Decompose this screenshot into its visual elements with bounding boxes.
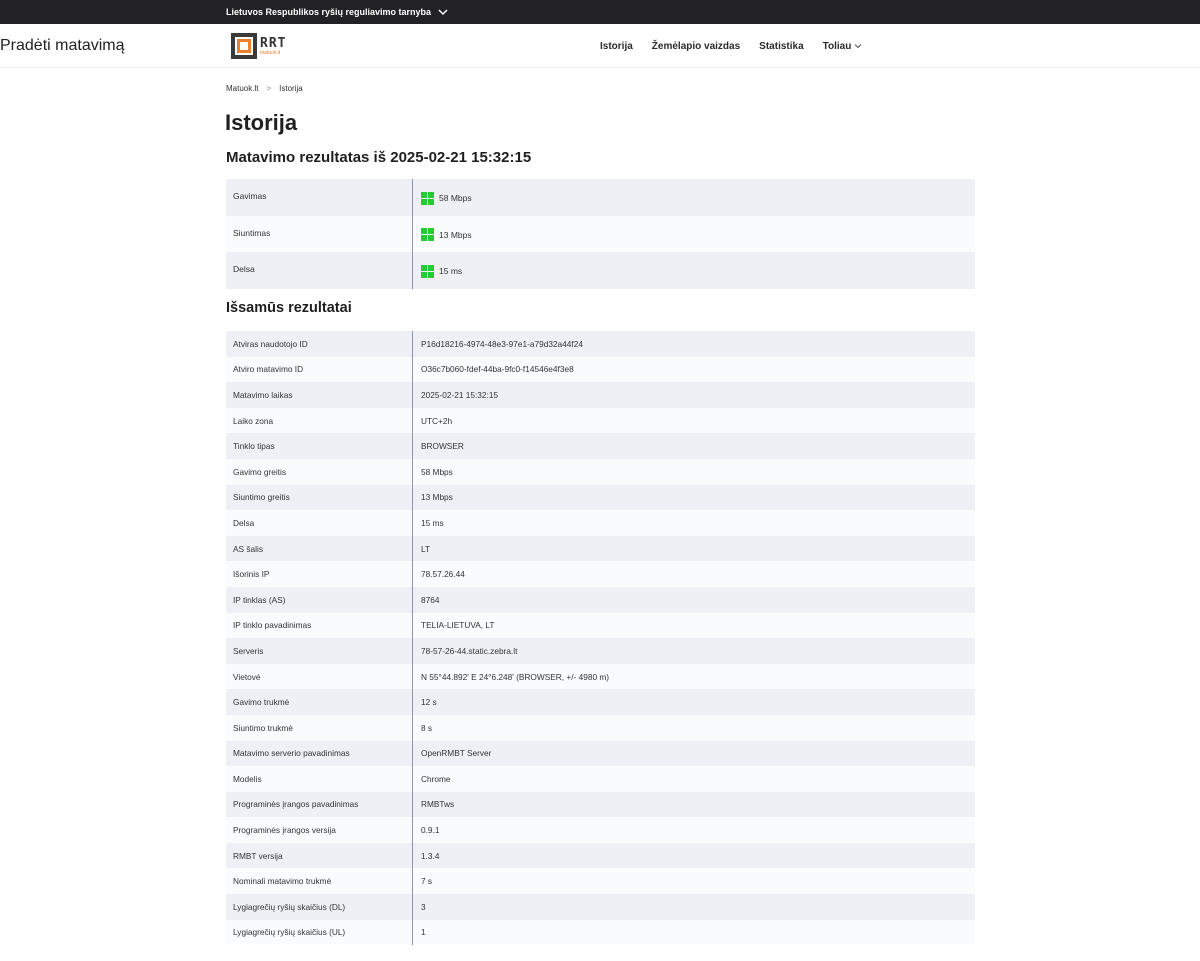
detail-label: Išorinis IP [226, 561, 413, 587]
detail-label: Lygiagrečių ryšių skaičius (UL) [226, 920, 413, 946]
table-row [226, 216, 975, 253]
table-row [226, 817, 975, 843]
table-row [226, 459, 975, 485]
summary-value: 15 ms [439, 266, 463, 277]
detail-value: 1.3.4 [421, 850, 440, 861]
table-row [226, 587, 975, 613]
detail-label: Programinės įrangos pavadinimas [226, 792, 413, 818]
detail-value: 13 Mbps [421, 492, 453, 503]
table-row [226, 920, 975, 946]
table-row [226, 741, 975, 767]
summary-table [226, 179, 975, 289]
result-heading: Matavimo rezultatas iš 2025-02-21 15:32:15 [226, 149, 532, 166]
detail-value: 78-57-26-44.static.zebra.lt [421, 645, 518, 656]
detail-label: Gavimo trukmė [226, 689, 413, 715]
nav-toliau-label: Toliau [822, 40, 852, 52]
detail-value: 2025-02-21 15:32:15 [421, 389, 499, 400]
detail-value: RMBTws [421, 799, 455, 810]
quality-good-icon [421, 192, 434, 205]
table-row [226, 331, 975, 357]
detail-label: Laiko zona [226, 408, 413, 434]
nav-statistika[interactable]: Statistika [759, 40, 804, 52]
table-row [226, 689, 975, 715]
detail-label: Serveris [226, 638, 413, 664]
table-row [226, 561, 975, 587]
detail-label: Matavimo laikas [226, 382, 413, 408]
quality-good-icon [421, 265, 434, 278]
detail-label: IP tinklas (AS) [226, 587, 413, 613]
table-row [226, 536, 975, 562]
detail-label: Matavimo serverio pavadinimas [226, 741, 413, 767]
table-row [226, 843, 975, 869]
detail-label: RMBT versija [226, 843, 413, 869]
detail-value: Chrome [421, 773, 451, 784]
breadcrumb-separator: > [266, 84, 272, 93]
detail-value: 0.9.1 [421, 825, 440, 836]
logo-brand: RRT [260, 35, 287, 51]
table-row [226, 638, 975, 664]
detail-value: UTC+2h [421, 415, 453, 426]
detail-label: AS šalis [226, 536, 413, 562]
detail-label: Siuntimo trukmė [226, 715, 413, 741]
detail-label: IP tinklo pavadinimas [226, 613, 413, 639]
table-row [226, 179, 975, 216]
detail-label: Atviras naudotojo ID [226, 331, 413, 357]
table-row [226, 485, 975, 511]
table-row [226, 433, 975, 459]
detail-value: 12 s [421, 697, 437, 708]
table-row [226, 382, 975, 408]
detail-label: Delsa [226, 510, 413, 536]
detail-label: Vietovė [226, 664, 413, 690]
table-row [226, 715, 975, 741]
detail-label: Programinės įrangos versija [226, 817, 413, 843]
details-heading: Išsamūs rezultatai [226, 300, 352, 316]
table-row [226, 510, 975, 536]
nav-toliau[interactable] [823, 41, 864, 52]
breadcrumb-current: Istorija [279, 84, 303, 93]
detail-value: TELIA-LIETUVA, LT [421, 620, 495, 631]
detail-value: 78.57.26.44 [421, 569, 465, 580]
nav-istorija[interactable]: Istorija [600, 40, 633, 52]
breadcrumb [226, 84, 303, 93]
detail-label: Nominali matavimo trukmė [226, 868, 413, 894]
nav-zemelapio-vaizdas[interactable]: Žemėlapio vaizdas [651, 40, 741, 52]
logo-subtitle: matuok.lt [260, 49, 281, 56]
site-logo[interactable] [231, 32, 291, 60]
start-measurement-button[interactable]: Pradėti matavimą [0, 37, 125, 54]
logo-mark-icon [231, 33, 257, 59]
table-row [226, 868, 975, 894]
detail-value: O36c7b060-fdef-44ba-9fc0-f14546e4f3e8 [421, 364, 574, 375]
detail-label: Modelis [226, 766, 413, 792]
detail-label: Lygiagrečių ryšių skaičius (DL) [226, 894, 413, 920]
summary-label: Gavimas [226, 179, 413, 216]
summary-label: Delsa [226, 252, 413, 289]
main-nav [600, 24, 882, 68]
detail-value: 8764 [421, 594, 440, 605]
agency-name: Lietuvos Respublikos ryšių reguliavimo tarnyba [226, 7, 432, 17]
table-row [226, 252, 975, 289]
top-bar [0, 0, 1200, 24]
table-row [226, 792, 975, 818]
summary-label: Siuntimas [226, 216, 413, 253]
detail-label: Gavimo greitis [226, 459, 413, 485]
detail-value: BROWSER [421, 441, 464, 452]
detail-label: Atviro matavimo ID [226, 357, 413, 383]
detail-label: Siuntimo greitis [226, 485, 413, 511]
detail-value: N 55°44.892' E 24°6.248' (BROWSER, +/- 4980 m) [421, 671, 610, 682]
detail-value: P16d18216-4974-48e3-97e1-a79d32a44f24 [421, 338, 583, 349]
table-row [226, 894, 975, 920]
breadcrumb-home[interactable]: Matuok.lt [226, 84, 259, 93]
table-row [226, 766, 975, 792]
chevron-down-icon [853, 41, 863, 51]
detail-value: 7 s [421, 876, 433, 887]
detail-value: 15 ms [421, 517, 444, 528]
summary-value: 58 Mbps [439, 193, 472, 204]
detail-value: OpenRMBT Server [421, 748, 492, 759]
detail-value: 58 Mbps [421, 466, 453, 477]
table-row [226, 613, 975, 639]
detail-value: 1 [421, 927, 426, 938]
summary-value: 13 Mbps [439, 229, 472, 240]
detail-label: Tinklo tipas [226, 433, 413, 459]
table-row [226, 664, 975, 690]
site-header [0, 24, 1200, 68]
chevron-down-icon [437, 6, 449, 18]
detail-value: 3 [421, 901, 426, 912]
agency-selector[interactable] [226, 0, 449, 24]
detail-value: LT [421, 543, 431, 554]
table-row [226, 408, 975, 434]
quality-good-icon [421, 228, 434, 241]
table-row [226, 357, 975, 383]
details-table [226, 331, 975, 945]
page-title: Istorija [225, 110, 298, 135]
detail-value: 8 s [421, 722, 433, 733]
